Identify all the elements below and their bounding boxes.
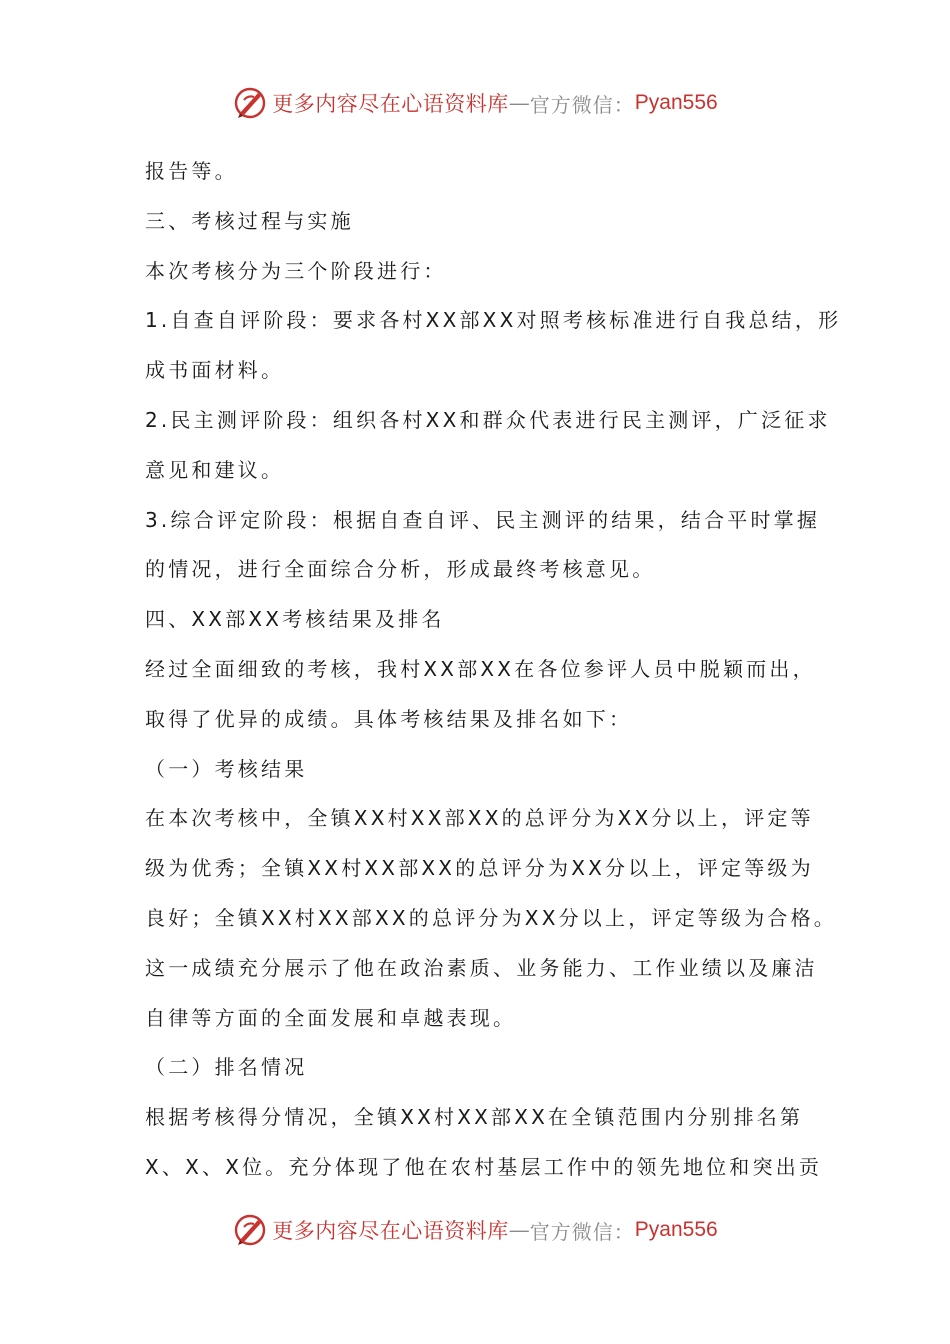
text-line: 良好；全镇XX村XX部XX的总评分为XX分以上，评定等级为合格。: [145, 905, 838, 930]
text-line: 根据考核得分情况，全镇XX村XX部XX在全镇范围内分别排名第: [145, 1105, 804, 1130]
text-line: 自律等方面的全面发展和卓越表现。: [145, 1005, 517, 1030]
section-heading: 四、XX部XX考核结果及排名: [145, 607, 445, 632]
pen-logo-icon: [232, 85, 268, 121]
document-body: [145, 147, 842, 1193]
text-line: 3.综合评定阶段：根据自查自评、民主测评的结果，结合平时掌握: [145, 507, 821, 532]
text-line: 的情况，进行全面综合分析，形成最终考核意见。: [145, 557, 656, 582]
watermark-wechat-label: 官方微信：: [529, 92, 635, 117]
subsection-heading: （二）排名情况: [145, 1055, 308, 1080]
text-line: 1.自查自评阶段：要求各村XX部XX对照考核标准进行自我总结，形: [145, 308, 842, 333]
header-watermark: [0, 80, 950, 126]
text-line: 意见和建议。: [145, 457, 285, 482]
text-line: 取得了优异的成绩。具体考核结果及排名如下：: [145, 706, 633, 731]
text-line: 2.民主测评阶段：组织各村XX和群众代表进行民主测评，广泛征求: [145, 407, 831, 432]
text-line: 报告等。: [145, 159, 238, 183]
text-line: 本次考核分为三个阶段进行：: [145, 258, 447, 283]
watermark-wechat-id: Pyan556: [634, 1218, 718, 1241]
pen-logo-icon: [232, 1212, 268, 1248]
text-line: 在本次考核中，全镇XX村XX部XX的总评分为XX分以上，评定等: [145, 806, 814, 831]
watermark-separator: —: [508, 91, 530, 115]
text-line: 经过全面细致的考核，我村XX部XX在各位参评人员中脱颖而出，: [145, 656, 816, 681]
watermark-site-text: 更多内容尽在心语资料库: [272, 92, 509, 116]
section-heading: 三、考核过程与实施: [145, 208, 354, 233]
watermark-wechat-label: 官方微信：: [529, 1219, 635, 1244]
subsection-heading: （一）考核结果: [145, 756, 308, 781]
watermark-site-text: 更多内容尽在心语资料库: [272, 1219, 509, 1243]
text-line: 成书面材料。: [145, 358, 285, 383]
text-line: X、X、X位。充分体现了他在农村基层工作中的领先地位和突出贡: [145, 1154, 823, 1179]
text-line: 级为优秀；全镇XX村XX部XX的总评分为XX分以上，评定等级为: [145, 856, 814, 881]
footer-watermark: [0, 1207, 950, 1253]
watermark-separator: —: [508, 1218, 530, 1242]
text-line: 这一成绩充分展示了他在政治素质、业务能力、工作业绩以及廉洁: [145, 955, 818, 980]
watermark-wechat-id: Pyan556: [634, 91, 718, 114]
